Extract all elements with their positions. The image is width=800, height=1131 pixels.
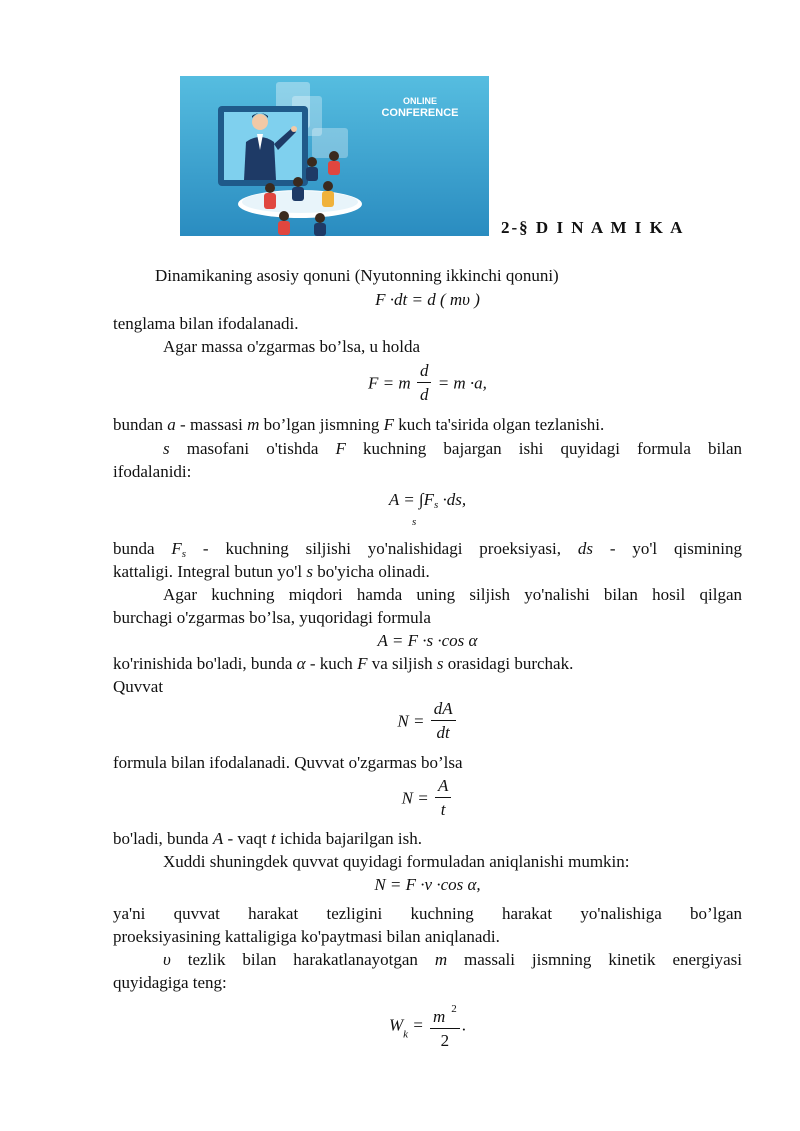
fraction-numerator — [430, 998, 460, 1029]
formula-work-integral — [113, 488, 742, 517]
formula-kinetic-energy — [113, 998, 742, 1053]
formula-work-cos: A = F ·s ·cos α — [377, 631, 478, 650]
paragraph-line — [163, 438, 742, 460]
text-run: tezlik bilan harakatlanayotgan — [170, 950, 435, 969]
formula-subscript: k — [403, 1028, 409, 1041]
fraction-denominator: 2 — [440, 1031, 450, 1050]
paragraph-line: quyidagiga teng: — [113, 973, 227, 992]
text-run: m — [247, 415, 260, 434]
formula-fraction — [435, 775, 451, 822]
text-run: α — [296, 654, 306, 673]
text-run: m — [434, 950, 448, 969]
text-run: t — [270, 829, 276, 848]
text-run: kuch ta'sirida olgan tezlanishi. — [393, 415, 605, 434]
fraction-numerator: dA — [431, 698, 456, 721]
text-run: s — [436, 654, 444, 673]
formula-force-mass-acceleration — [113, 360, 742, 407]
text-run: masofani o'tishda — [169, 439, 336, 458]
text-run: s — [163, 439, 170, 458]
badge-line1: ONLINE — [402, 96, 438, 106]
paragraph-line: ifodalanidi: — [113, 462, 192, 481]
text-run: s — [181, 548, 187, 560]
online-conference-illustration — [180, 76, 489, 236]
paragraph-line — [113, 828, 422, 850]
formula-power-constant — [113, 775, 742, 822]
formula-rhs: = m ·a, — [437, 373, 487, 393]
formula-lhs: W — [388, 1015, 404, 1035]
text-run: bundan — [113, 415, 168, 434]
formula-fraction — [431, 698, 456, 745]
text-run: F — [171, 539, 182, 558]
text-run: massali jismning kinetik energiyasi — [447, 950, 742, 969]
text-run: - kuchning siljishi yo'nalishidagi proeksiyasi, — [186, 539, 578, 558]
text-run: υ — [163, 950, 171, 969]
paragraph-line: Xuddi shuningdek quvvat quyidagi formuladan aniqlanishi mumkin: — [163, 852, 630, 871]
formula-fraction — [417, 360, 432, 407]
paragraph-line: Agar massa o'zgarmas bo’lsa, u holda — [163, 337, 421, 356]
fraction-denominator: dt — [436, 723, 450, 742]
paragraph-line: ya'ni quvvat harakat tezligini kuchning harakat yo'nalishiga bo’lgan — [113, 904, 742, 923]
formula-power-derivative — [113, 698, 742, 745]
text-run: - vaqt — [223, 829, 271, 848]
formula-lhs: F = m — [368, 373, 411, 393]
conference-illustration-graphic — [180, 76, 489, 236]
text-run: kattaligi. Integral butun yo'l — [113, 562, 307, 581]
text-run: bunda — [113, 539, 172, 558]
paragraph-line: Dinamikaning asosiy qonuni (Nyutonning ikkinchi qonuni) — [155, 266, 559, 285]
formula-power-velocity: N = F ·v ·cos α, — [374, 875, 481, 894]
paragraph-line: Quvvat — [113, 677, 164, 696]
text-run: A — [212, 829, 224, 848]
numerator-mass: m — [433, 1007, 446, 1026]
fraction-denominator: t — [440, 800, 446, 819]
text-run: kuchning bajargan ishi quyidagi formula bilan — [345, 439, 743, 458]
text-run: bo'ladi, bunda — [113, 829, 213, 848]
section-heading: 2-§ D I N A M I K A — [501, 218, 685, 237]
text-run: F — [383, 415, 394, 434]
text-run: F — [357, 654, 368, 673]
paragraph-line: Agar kuchning miqdori hamda uning siljish yo'nalishi bilan hosil qilgan — [163, 585, 742, 604]
formula-rhs: ·ds, — [438, 490, 467, 509]
paragraph-line — [113, 653, 573, 675]
fraction-denominator: d — [419, 385, 429, 404]
integral-limit: s — [412, 516, 417, 528]
paragraph-line — [163, 949, 742, 971]
paragraph-line — [113, 561, 430, 583]
paragraph-line: proeksiyasining kattaligiga ko'paytmasi bilan aniqlanadi. — [113, 927, 500, 946]
text-run: bo'yicha olinadi. — [312, 562, 430, 581]
formula-end: . — [461, 1015, 467, 1035]
text-run: ds — [577, 539, 593, 558]
text-run: F — [335, 439, 346, 458]
paragraph-line: formula bilan ifodalanadi. Quvvat o'zgarmas bo’lsa — [113, 753, 463, 772]
text-run: s — [306, 562, 313, 581]
text-run: - kuch — [305, 654, 358, 673]
paragraph-line — [113, 414, 604, 436]
paragraph-line: tenglama bilan ifodalanadi. — [113, 314, 299, 333]
badge-line2: CONFERENCE — [381, 107, 459, 119]
formula-subscript: s — [433, 499, 439, 511]
formula-fraction — [430, 998, 460, 1053]
text-run: - yo'l qismining — [592, 539, 742, 558]
fraction-numerator: d — [417, 360, 432, 383]
formula-equals: = — [408, 1015, 424, 1035]
text-run: orasidagi burchak. — [443, 654, 574, 673]
formula-lhs: N = — [397, 711, 425, 731]
text-run: ko'rinishida bo'ladi, bunda — [113, 654, 297, 673]
text-run: bo’lgan jismning — [259, 415, 384, 434]
text-run: ichida bajarilgan ish. — [275, 829, 423, 848]
fraction-numerator: A — [435, 775, 451, 798]
formula-newton-second-law: F ·dt = d ( mυ ) — [375, 290, 480, 309]
text-run: va siljish — [367, 654, 437, 673]
formula-lhs: N = — [401, 788, 429, 808]
formula-lhs: A = ∫F — [388, 490, 434, 509]
numerator-superscript: 2 — [451, 1003, 457, 1015]
paragraph-line: burchagi o'zgarmas bo’lsa, yuqoridagi formula — [113, 608, 431, 627]
text-run: - massasi — [175, 415, 248, 434]
text-run: a — [167, 415, 176, 434]
